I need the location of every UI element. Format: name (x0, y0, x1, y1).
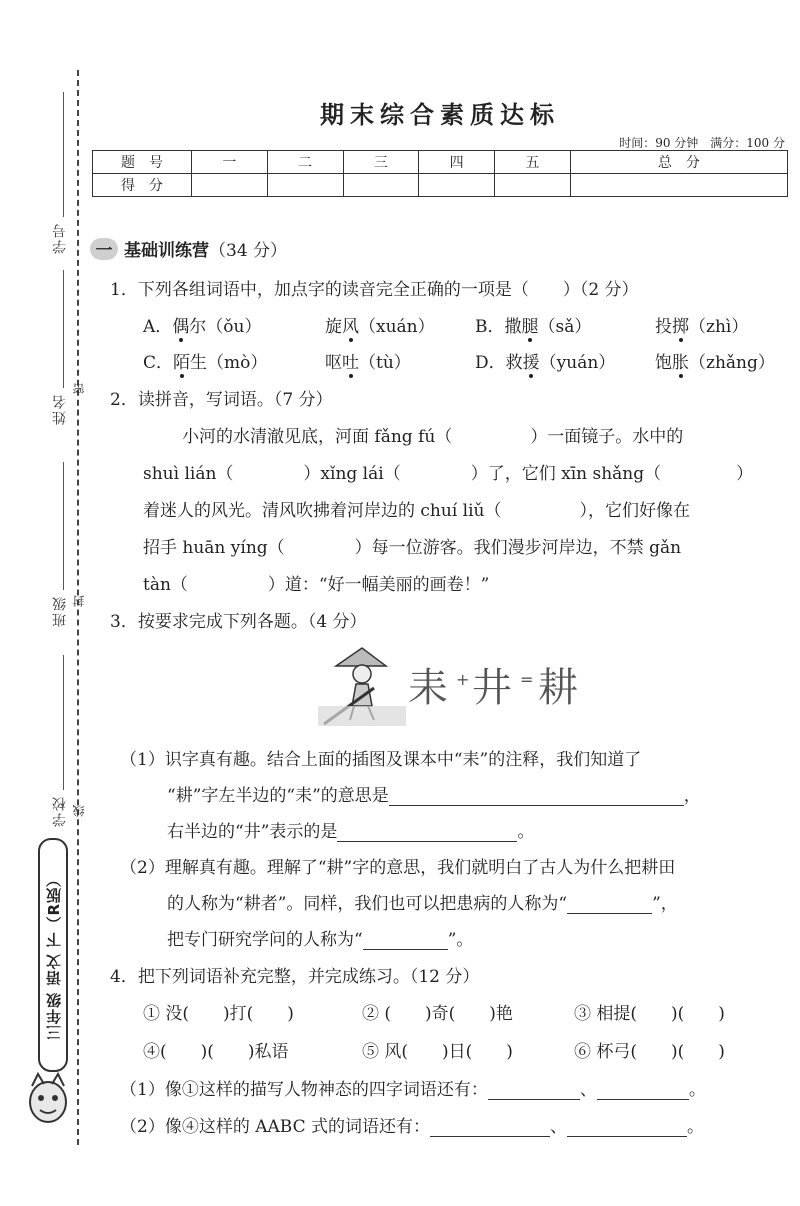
glyph-jing: 井 (472, 665, 512, 711)
table-cell: 二 (267, 151, 343, 174)
label-xuexiao: 学校 (52, 795, 68, 827)
score-cell[interactable] (192, 174, 268, 197)
section-points: （34 分） (209, 241, 288, 261)
q4-word-3: ③ 相提( )( ) (574, 1004, 725, 1024)
q4-word-2: ② ( )奇( )艳 (362, 1004, 513, 1024)
q3-sub1-line3: 右半边的“井”表示的是 。 (167, 822, 535, 842)
q1-option-b: B．撒腿（sǎ） (475, 317, 592, 337)
label-xuehao: 学号 (52, 222, 68, 254)
answer-blank[interactable] (488, 1081, 580, 1100)
seal-mark-xian: 线 (72, 805, 86, 817)
score-cell[interactable] (419, 174, 495, 197)
plowing-illustration (316, 644, 592, 728)
score-table-score-row (93, 174, 788, 197)
banji-write-line (63, 462, 64, 590)
q4-sub1: （1）像①这样的描写人物神态的四字词语还有： 、 。 (120, 1080, 706, 1100)
xingming-write-line (63, 270, 64, 388)
answer-blank[interactable] (567, 1118, 687, 1137)
book-tag: 三年级 语文 下（R版） (38, 838, 68, 1072)
binding-dashed-line (77, 70, 79, 1145)
section-header (90, 236, 287, 261)
answer-blank[interactable] (430, 1118, 550, 1137)
answer-blank[interactable] (363, 931, 448, 950)
glyph-plus: + (456, 670, 470, 689)
glyph-lei: 耒 (408, 665, 448, 711)
section-number: 一 (90, 238, 118, 260)
answer-blank[interactable] (389, 787, 684, 806)
glyph-equals: = (520, 670, 534, 689)
q1-option-d: D．救援（yuán） (475, 353, 616, 373)
table-cell: 题 号 (93, 151, 192, 174)
table-cell: 四 (419, 151, 495, 174)
score-cell[interactable] (495, 174, 571, 197)
q4-word-6: ⑥ 杯弓( )( ) (574, 1042, 725, 1062)
q2-line-4: 招手 huān yíng（ ）每一位游客。我们漫步河岸边，不禁 gǎn (143, 538, 682, 558)
table-cell: 五 (495, 151, 571, 174)
table-cell: 三 (343, 151, 419, 174)
q2-line-2: shuì lián（ ）xǐng lái（ ）了，它们 xīn shǎng（ ） (143, 464, 754, 484)
q3-sub2-line2: 的人称为“耕者”。同样，我们也可以把患病的人称为“ ”， (167, 894, 678, 914)
q3-stem: 3．按要求完成下列各题。（4 分） (110, 612, 367, 632)
q1-option-b-word2: 投掷（zhì） (655, 317, 749, 337)
seal-mark-mi: 密 (72, 383, 86, 395)
q2-stem: 2．读拼音，写词语。（7 分） (110, 390, 333, 410)
q4-stem: 4．把下列词语补充完整，并完成练习。（12 分） (110, 967, 480, 987)
q1-option-a: A．偶尔（ǒu） (143, 317, 262, 337)
mascot-icon (22, 1068, 74, 1130)
q3-sub2-line1: （2）理解真有趣。理解了“耕”字的意思，我们就明白了古人为什么把耕田 (120, 858, 676, 878)
answer-blank[interactable] (597, 1081, 689, 1100)
table-cell: 总 分 (570, 151, 787, 174)
xuexiao-write-line (63, 655, 64, 790)
label-banji: 班级 (52, 595, 68, 627)
q4-sub2: （2）像④这样的 AABC 式的词语还有： 、 。 (120, 1117, 704, 1137)
q4-word-1: ① 没( )打( ) (143, 1004, 294, 1024)
farmer-plowing-icon (316, 644, 408, 728)
score-table (92, 150, 788, 197)
q2-line-5: tàn（ ）道：“好一幅美丽的画卷！” (143, 575, 490, 595)
table-cell: 得 分 (93, 174, 192, 197)
score-cell[interactable] (343, 174, 419, 197)
q4-word-5: ⑤ 风( )日( ) (362, 1042, 513, 1062)
table-cell: 一 (192, 151, 268, 174)
q2-line-3: 着迷人的风光。清风吹拂着河岸边的 chuí liǔ（ ），它们好像在 (143, 501, 690, 521)
score-cell[interactable] (267, 174, 343, 197)
seal-mark-feng: 封 (72, 595, 86, 607)
answer-blank[interactable] (337, 823, 517, 842)
q1-stem: 1．下列各组词语中，加点字的读音完全正确的一项是（ ）（2 分） (110, 280, 639, 300)
q1-option-c-word2: 呕吐（tù） (325, 353, 411, 373)
q2-line-1: 小河的水清澈见底，河面 fǎng fú（ ）一面镜子。水中的 (182, 427, 684, 447)
q3-sub2-line3: 把专门研究学问的人称为“ ”。 (167, 930, 474, 950)
glyph-geng: 耕 (538, 665, 578, 711)
page-title: 期末综合素质达标 (320, 101, 560, 129)
q1-option-c: C．陌生（mò） (143, 353, 268, 373)
q1-option-d-word2: 饱胀（zhǎng） (655, 353, 775, 373)
q3-sub1-line2: “耕”字左半边的“耒”的意思是 ， (167, 786, 701, 806)
q4-word-4: ④( )( )私语 (143, 1042, 289, 1062)
exam-meta: 时间：90 分钟 满分：100 分 (619, 136, 785, 150)
section-title: 基础训练营 (124, 241, 209, 261)
q3-sub1-line1: （1）识字真有趣。结合上面的插图及课本中“耒”的注释，我们知道了 (120, 750, 642, 770)
score-cell[interactable] (570, 174, 787, 197)
q1-option-a-word2: 旋风（xuán） (325, 317, 435, 337)
score-table-header-row (93, 151, 788, 174)
label-xingming: 姓名 (52, 393, 68, 425)
answer-blank[interactable] (567, 895, 652, 914)
